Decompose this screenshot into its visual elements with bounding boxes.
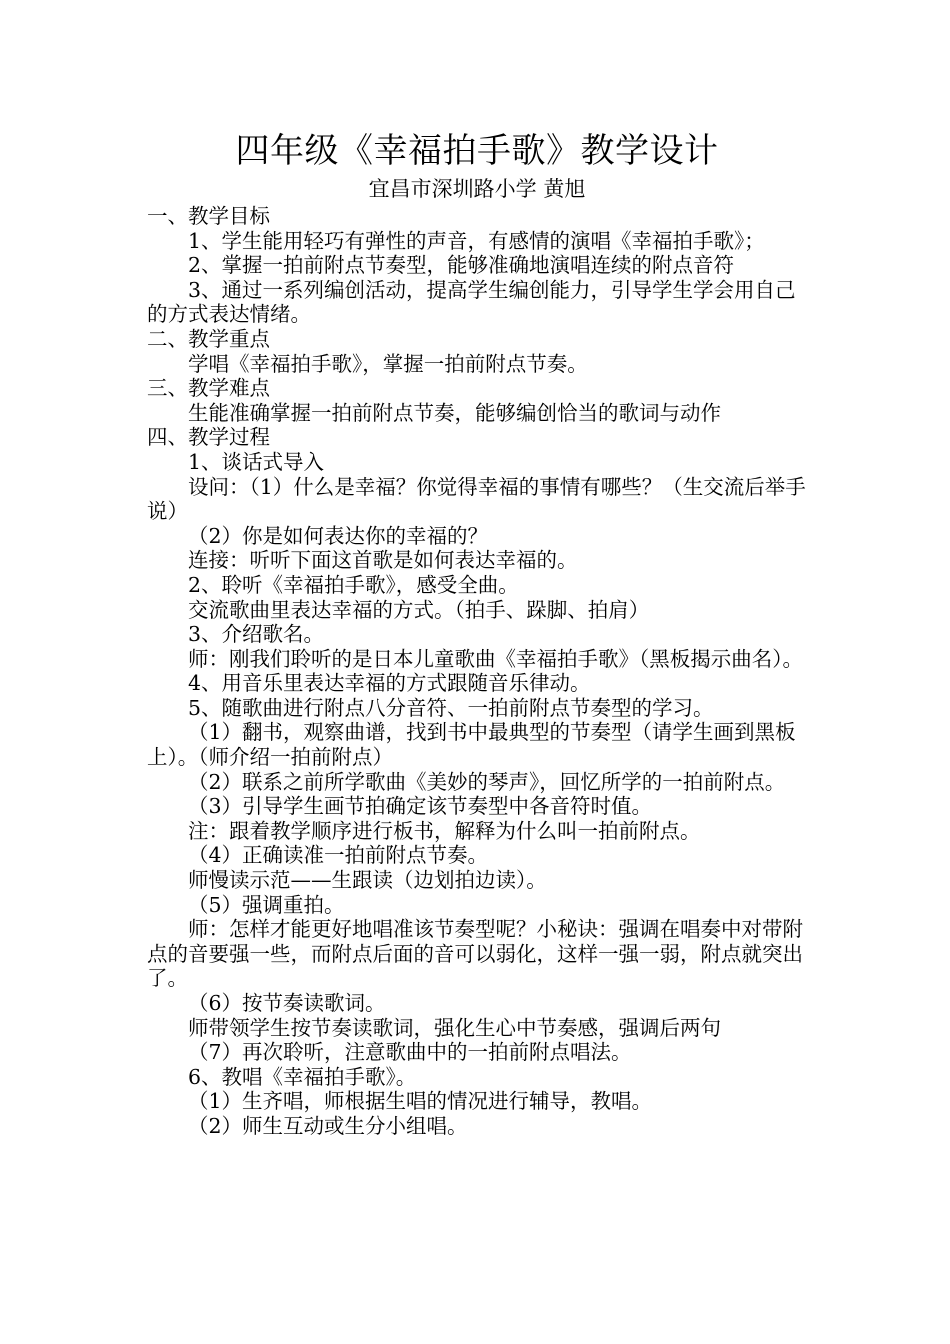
- paragraph: 3、介绍歌名。: [188, 622, 325, 647]
- paragraph: 师：刚我们聆听的是日本儿童歌曲《幸福拍手歌》（黑板揭示曲名）。: [188, 646, 803, 671]
- paragraph: 学唱《幸福拍手歌》，掌握一拍前附点节奏。: [188, 351, 588, 376]
- section-heading: 三、教学难点: [147, 376, 270, 401]
- paragraph: 1、谈话式导入: [188, 449, 325, 474]
- document-body: [147, 204, 807, 1139]
- paragraph: 交流歌曲里表达幸福的方式。（拍手、跺脚、拍肩）: [188, 597, 650, 622]
- paragraph: 4、用音乐里表达幸福的方式跟随音乐律动。: [188, 671, 591, 696]
- paragraph: 生能准确掌握一拍前附点节奏，能够编创恰当的歌词与动作: [188, 400, 721, 425]
- paragraph: （3）引导学生画节拍确定该节奏型中各音符时值。: [188, 794, 653, 819]
- paragraph: （2）联系之前所学歌曲《美妙的琴声》，回忆所学的一拍前附点。: [188, 769, 786, 794]
- paragraph: （1）生齐唱，师根据生唱的情况进行辅导，教唱。: [188, 1089, 653, 1114]
- paragraph: （6）按节奏读歌词。: [188, 991, 386, 1015]
- paragraph: 2、聆听《幸福拍手歌》，感受全曲。: [188, 572, 519, 597]
- section-heading: 四、教学过程: [147, 425, 270, 450]
- section-heading: 一、教学目标: [147, 204, 270, 228]
- paragraph: 师带领学生按节奏读歌词，强化生心中节奏感，强调后两句: [188, 1015, 721, 1040]
- paragraph: （2）你是如何表达你的幸福的？: [188, 523, 489, 548]
- paragraph: 5、随歌曲进行附点八分音符、一拍前附点节奏型的学习。: [188, 695, 714, 720]
- paragraph: 3、通过一系列编创活动，提高学生编创能力，引导学生学会用自己的方式表达情绪。: [147, 277, 796, 327]
- paragraph: 连接：听听下面这首歌是如何表达幸福的。: [188, 548, 578, 573]
- paragraph: 1、学生能用轻巧有弹性的声音，有感情的演唱《幸福拍手歌》；: [188, 228, 765, 253]
- paragraph: （7）再次聆听，注意歌曲中的一拍前附点唱法。: [188, 1040, 632, 1065]
- document-author: 宜昌市深圳路小学 黄旭: [368, 177, 586, 201]
- paragraph: 2、掌握一拍前附点节奏型，能够准确地演唱连续的附点音符: [188, 253, 735, 278]
- paragraph: 6、教唱《幸福拍手歌》。: [188, 1064, 417, 1089]
- paragraph: 师：怎样才能更好地唱准该节奏型呢？小秘诀：强调在唱奏中对带附点的音要强一些，而附点后面的音可以弱化，这样一强一弱，附点就突出了。: [147, 917, 803, 991]
- document-page: [147, 128, 807, 1139]
- paragraph: 注：跟着教学顺序进行板书，解释为什么叫一拍前附点。: [188, 818, 701, 843]
- section-heading: 二、教学重点: [147, 326, 270, 351]
- paragraph: （1）翻书，观察曲谱，找到书中最典型的节奏型（请学生画到黑板上）。（师介绍一拍前附点）: [147, 720, 796, 770]
- paragraph: （4）正确读准一拍前附点节奏。: [188, 843, 489, 868]
- paragraph: 师慢读示范——生跟读（边划拍边读）。: [188, 868, 547, 893]
- paragraph: 设问：（1）什么是幸福？你觉得幸福的事情有哪些？（生交流后举手说）: [147, 474, 806, 524]
- document-title: 四年级《幸福拍手歌》教学设计: [235, 131, 719, 171]
- paragraph: （2）师生互动或生分小组唱。: [188, 1113, 468, 1138]
- paragraph: （5）强调重拍。: [188, 892, 345, 917]
